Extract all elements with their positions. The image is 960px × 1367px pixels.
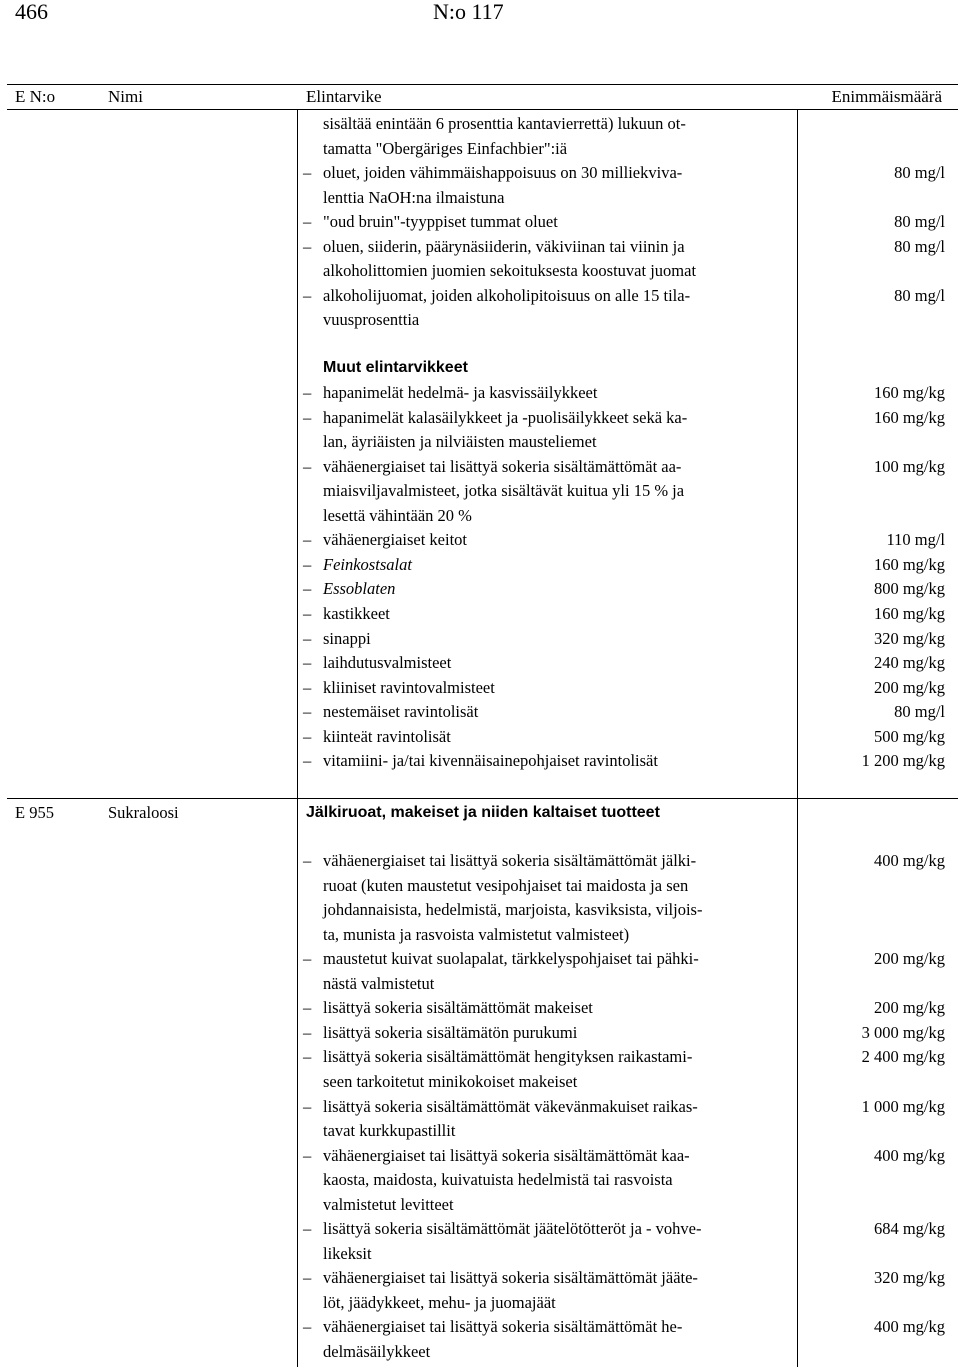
- list-dash: –: [303, 530, 312, 550]
- column-header-food: Elintarvike: [306, 87, 382, 106]
- e-number: E 955: [15, 803, 54, 822]
- table-row: [0, 430, 960, 455]
- table-row: [0, 235, 960, 260]
- table-row: [0, 186, 960, 211]
- food-description: laihdutusvalmisteet: [323, 653, 452, 673]
- table-row: [0, 972, 960, 997]
- table-row: [0, 1021, 960, 1046]
- list-dash: –: [303, 1022, 312, 1042]
- list-dash: –: [303, 383, 312, 402]
- food-description: vähäenergiaiset tai lisättyä sokeria sisältämättömät he-: [323, 1317, 683, 1337]
- food-description: lisättyä sokeria sisältämättömät makeiset: [323, 998, 593, 1018]
- food-description: tamatta "Obergäriges Einfachbier":iä: [323, 138, 568, 158]
- list-dash: –: [303, 949, 312, 969]
- max-amount-value: 800 mg/kg: [873, 579, 945, 599]
- table-row: [0, 112, 960, 137]
- food-description: oluet, joiden vähimmäishappoisuus on 30 milliekvivа-: [323, 163, 683, 183]
- food-description: vuusprosenttia: [323, 310, 420, 330]
- max-amount-value: 80 mg/l: [894, 702, 945, 722]
- food-description: delmäsäilykkeet: [323, 1342, 431, 1361]
- max-amount-value: 80 mg/l: [894, 212, 945, 232]
- food-description: miaisviljavalmisteet, jotka sisältävät kuitua yli 15 % ja: [323, 481, 685, 501]
- food-description: seen tarkoitetut minikokoiset makeiset: [323, 1071, 578, 1091]
- list-dash: –: [303, 163, 312, 183]
- max-amount-value: 1 200 mg/kg: [861, 751, 945, 771]
- food-description: nästä valmistetut: [323, 973, 435, 993]
- list-dash: –: [303, 628, 312, 648]
- table-row: [0, 1242, 960, 1267]
- other-foods-heading: Muut elintarvikkeet: [323, 359, 468, 376]
- table-row: [0, 923, 960, 948]
- max-amount-value: 320 mg/kg: [873, 628, 945, 648]
- table-row: [0, 1266, 960, 1291]
- table-top-rule: [7, 84, 958, 85]
- table-row: [0, 553, 960, 578]
- column-header-max-amount: Enimmäismäärä: [831, 87, 942, 106]
- table-row: [0, 602, 960, 627]
- food-description: lenttia NaOH:na ilmaistuna: [323, 187, 505, 207]
- max-amount-value: 2 400 mg/kg: [861, 1047, 945, 1067]
- max-amount-value: 320 mg/kg: [873, 1268, 945, 1288]
- food-description: ruoat (kuten maustetut vesipohjaiset tai maidosta ja sen: [323, 875, 689, 895]
- table-row: [0, 1095, 960, 1120]
- table-row: [0, 676, 960, 701]
- table-row: [0, 725, 960, 750]
- additive-name: Sukraloosi: [108, 803, 179, 822]
- food-description: lisättyä sokeria sisältämättömät hengityksen raikastami-: [323, 1047, 693, 1067]
- food-description: sisältää enintään 6 prosenttia kantavierrettä) lukuun ot-: [323, 114, 686, 133]
- table-row: [0, 577, 960, 602]
- max-amount-value: 400 mg/kg: [873, 851, 945, 870]
- table-row: [0, 874, 960, 899]
- table-row: [0, 651, 960, 676]
- table-row: [0, 1193, 960, 1218]
- table-row: [0, 259, 960, 284]
- max-amount-value: 1 000 mg/kg: [861, 1096, 945, 1116]
- max-amount-value: 400 mg/kg: [873, 1317, 945, 1337]
- list-dash: –: [303, 726, 312, 746]
- food-description: oluen, siiderin, päärynäsiiderin, väkiviinan tai viinin ja: [323, 236, 685, 256]
- table-row: [0, 849, 960, 874]
- max-amount-value: 80 mg/l: [894, 285, 945, 305]
- food-description: hapanimelät hedelmä- ja kasvissäilykkeet: [323, 383, 598, 402]
- table-row: [0, 749, 960, 774]
- max-amount-value: 110 mg/l: [886, 530, 945, 550]
- max-amount-value: 200 mg/kg: [873, 949, 945, 969]
- food-description: kastikkeet: [323, 603, 390, 623]
- max-amount-value: 80 mg/l: [894, 236, 945, 256]
- food-description: lisättyä sokeria sisältämättömät väkevänmakuiset raikas-: [323, 1096, 698, 1116]
- list-dash: –: [303, 1219, 312, 1239]
- max-amount-value: 400 mg/kg: [873, 1145, 945, 1165]
- list-dash: –: [303, 1047, 312, 1067]
- food-description: alkoholijuomat, joiden alkoholipitoisuus on alle 15 tila-: [323, 285, 691, 305]
- max-amount-value: 100 mg/kg: [873, 456, 945, 476]
- food-description: ta, munista ja rasvoista valmistetut valmisteet): [323, 924, 630, 944]
- list-dash: –: [303, 456, 312, 476]
- food-description: Feinkostsalat: [323, 554, 412, 574]
- max-amount-value: 500 mg/kg: [873, 726, 945, 746]
- table-row: [0, 1168, 960, 1193]
- max-amount-value: 200 mg/kg: [873, 998, 945, 1018]
- e955-entry-header: [0, 801, 960, 826]
- table-row: [0, 627, 960, 652]
- table-row: [0, 381, 960, 406]
- max-amount-value: 160 mg/kg: [873, 407, 945, 427]
- max-amount-value: 200 mg/kg: [873, 677, 945, 697]
- max-amount-value: 160 mg/kg: [873, 603, 945, 623]
- food-description: löt, jäädykkeet, mehu- ja juomajäät: [323, 1292, 556, 1312]
- food-description: kiinteät ravintolisät: [323, 726, 451, 746]
- food-description: johdannaisista, hedelmistä, marjoista, kasviksista, viljois-: [323, 900, 703, 920]
- column-header-name: Nimi: [108, 87, 143, 106]
- table-row: [0, 1070, 960, 1095]
- food-description: vähäenergiaiset tai lisättyä sokeria sisältämättömät aa-: [323, 456, 682, 476]
- food-description: alkoholittomien juomien sekoituksesta koostuvat juomat: [323, 261, 697, 281]
- food-description: sinappi: [323, 628, 371, 648]
- food-description: vähäenergiaiset tai lisättyä sokeria sisältämättömät kaa-: [323, 1145, 690, 1165]
- table-row: [0, 1340, 960, 1365]
- column-header-e-no: E N:o: [15, 87, 56, 106]
- list-dash: –: [303, 677, 312, 697]
- list-dash: –: [303, 998, 312, 1018]
- food-description: lisättyä sokeria sisältämättömät jäätelötötteröt ja - vohve-: [323, 1219, 702, 1239]
- list-dash: –: [303, 554, 312, 574]
- table-row: [0, 1291, 960, 1316]
- max-amount-value: 160 mg/kg: [873, 554, 945, 574]
- section-heading-other-foods: [0, 356, 960, 381]
- table-row: [0, 161, 960, 186]
- table-row: [0, 1119, 960, 1144]
- table-row: [0, 1217, 960, 1242]
- table-row: [0, 898, 960, 923]
- issue-number: N:o 117: [433, 0, 504, 24]
- list-dash: –: [303, 851, 312, 870]
- table-row: [0, 284, 960, 309]
- list-dash: –: [303, 1268, 312, 1288]
- list-dash: –: [303, 751, 312, 771]
- list-dash: –: [303, 579, 312, 599]
- table-row: [0, 406, 960, 431]
- food-description: kliiniset ravintovalmisteet: [323, 677, 495, 697]
- table-row: [0, 210, 960, 235]
- list-dash: –: [303, 236, 312, 256]
- food-description: hapanimelät kalasäilykkeet ja -puolisäilykkeet sekä ka-: [323, 407, 688, 427]
- max-amount-value: 240 mg/kg: [873, 653, 945, 673]
- list-dash: –: [303, 603, 312, 623]
- food-description: lesettä vähintään 20 %: [323, 505, 472, 525]
- food-description: maustetut kuivat suolapalat, tärkkelyspohjaiset tai pähki-: [323, 949, 699, 969]
- max-amount-value: 3 000 mg/kg: [861, 1022, 945, 1042]
- table-row: [0, 1045, 960, 1070]
- list-dash: –: [303, 702, 312, 722]
- table-row: [0, 479, 960, 504]
- table-header-rule: [7, 109, 958, 110]
- page-number: 466: [15, 0, 48, 24]
- table-row: [0, 528, 960, 553]
- food-description: vähäenergiaiset tai lisättyä sokeria sisältämättömät jälki-: [323, 851, 697, 870]
- list-dash: –: [303, 212, 312, 232]
- table-row: [0, 996, 960, 1021]
- max-amount-value: 80 mg/l: [894, 163, 945, 183]
- table-row: [0, 504, 960, 529]
- food-description: lisättyä sokeria sisältämätön purukumi: [323, 1022, 578, 1042]
- food-description: "oud bruin"-tyyppiset tummat oluet: [323, 212, 558, 232]
- desserts-heading: Jälkiruoat, makeiset ja niiden kaltaiset tuotteet: [306, 804, 660, 821]
- table-row: [0, 947, 960, 972]
- food-description: Essoblaten: [323, 579, 396, 599]
- food-description: likeksit: [323, 1243, 372, 1263]
- table-row: [0, 700, 960, 725]
- list-dash: –: [303, 653, 312, 673]
- food-description: kaosta, maidosta, kuivatuista hedelmistä tai rasvoista: [323, 1170, 673, 1190]
- food-description: valmistetut levitteet: [323, 1194, 454, 1214]
- food-description: vähäenergiaiset keitot: [323, 530, 468, 550]
- food-description: nestemäiset ravintolisät: [323, 702, 479, 722]
- list-dash: –: [303, 285, 312, 305]
- table-row: [0, 1315, 960, 1340]
- table-row: [0, 137, 960, 162]
- food-description: vitamiini- ja/tai kivennäisainepohjaiset ravintolisät: [323, 751, 658, 771]
- table-row: [0, 455, 960, 480]
- table-row: [0, 308, 960, 333]
- list-dash: –: [303, 1096, 312, 1116]
- max-amount-value: 160 mg/kg: [873, 383, 945, 402]
- food-description: tavat kurkkupastillit: [323, 1121, 456, 1141]
- list-dash: –: [303, 1145, 312, 1165]
- list-dash: –: [303, 1317, 312, 1337]
- list-dash: –: [303, 407, 312, 427]
- max-amount-value: 684 mg/kg: [873, 1219, 945, 1239]
- food-description: vähäenergiaiset tai lisättyä sokeria sisältämättömät jääte-: [323, 1268, 698, 1288]
- table-row: [0, 1144, 960, 1169]
- food-description: lan, äyriäisten ja nilviäisten mausteliemet: [323, 432, 597, 452]
- section-divider-rule: [7, 798, 958, 799]
